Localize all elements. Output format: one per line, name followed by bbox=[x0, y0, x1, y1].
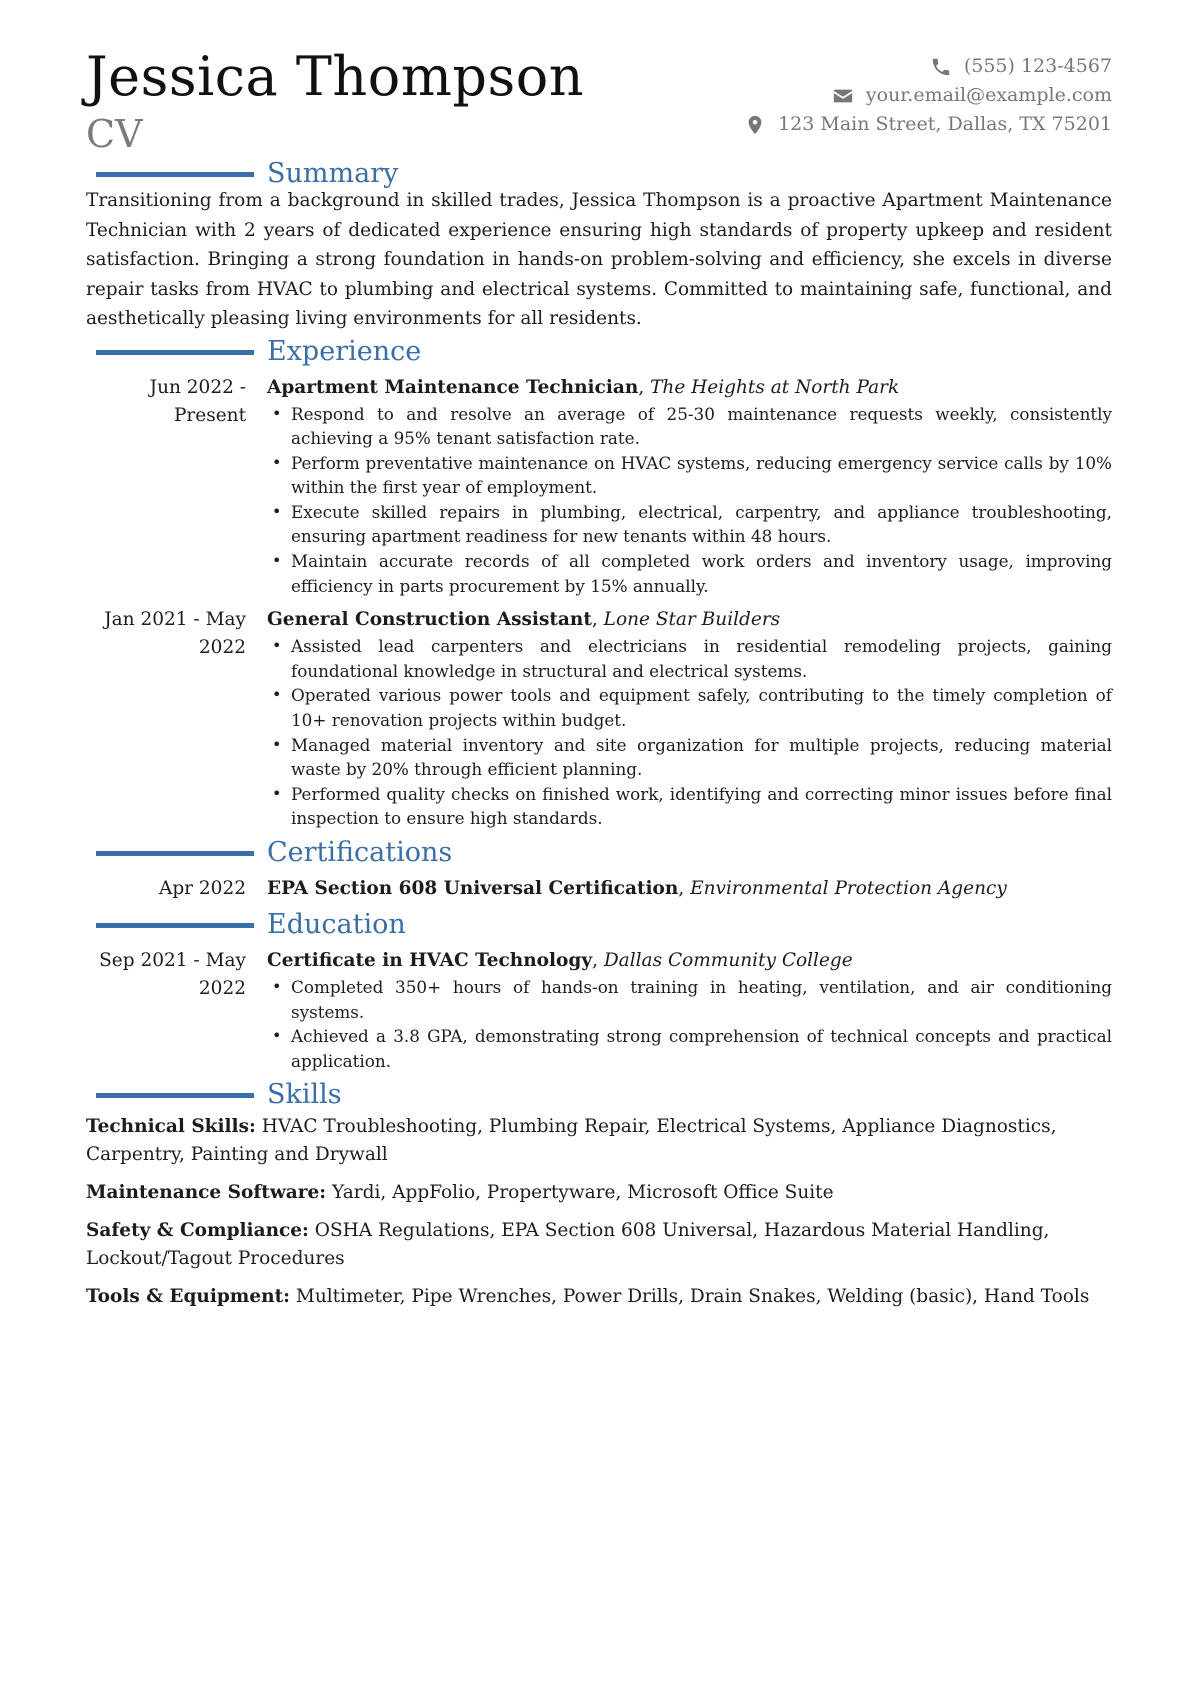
document-subtitle: CV bbox=[86, 112, 143, 156]
candidate-name: Jessica Thompson bbox=[86, 45, 584, 108]
skill-value: Multimeter, Pipe Wrenches, Power Drills, Drain Snakes, Welding (basic), Hand Tools bbox=[295, 1286, 1090, 1308]
resume-page bbox=[86, 44, 1112, 1321]
contact-address bbox=[744, 110, 1112, 139]
entry-date: Jun 2022 - Present bbox=[149, 376, 246, 426]
resume-header bbox=[86, 44, 1112, 156]
skill-label: Tools & Equipment: bbox=[86, 1286, 290, 1308]
entry-body bbox=[267, 374, 1112, 599]
skill-value: HVAC Troubleshooting, Plumbing Repair, Electrical Systems, Appliance Diagnostics, Carpentry, Painting and Drywall bbox=[86, 1116, 1057, 1166]
bullet-item: • Operated various power tools and equipment safely, contributing to the timely completion of 10+ renovation projects within budget. bbox=[291, 683, 1112, 732]
phone-icon bbox=[930, 56, 952, 78]
experience-entry bbox=[86, 606, 1112, 831]
entry-body bbox=[267, 947, 1112, 1073]
section-heading bbox=[86, 1079, 1112, 1113]
phone-text[interactable]: (555) 123-4567 bbox=[963, 55, 1112, 77]
skills-section bbox=[86, 1079, 1112, 1311]
entry-org: Environmental Protection Agency bbox=[690, 878, 1007, 899]
entry-bullets bbox=[267, 975, 1112, 1073]
entry-body bbox=[267, 875, 1112, 903]
entry-body bbox=[267, 606, 1112, 831]
skill-row bbox=[86, 1179, 1112, 1207]
entry-bullets bbox=[267, 402, 1112, 599]
bullet-item: • Perform preventative maintenance on HVAC systems, reducing emergency service calls by 10% within the first year of employment. bbox=[291, 451, 1112, 500]
entry-org: Dallas Community College bbox=[603, 950, 853, 971]
entry-title-line: General Construction Assistant, Lone Star Builders bbox=[267, 609, 781, 631]
bullet-item: • Completed 350+ hours of hands-on training in heating, ventilation, and air conditioning systems. bbox=[291, 975, 1112, 1024]
bullet-item: • Execute skilled repairs in plumbing, electrical, carpentry, and appliance troubleshooting, ensuring apartment readiness for new tenants within 48 hours. bbox=[291, 500, 1112, 549]
skill-row bbox=[86, 1113, 1112, 1169]
summary-text: Transitioning from a background in skilled trades, Jessica Thompson is a proactive Apartment Maintenance Technician with 2 years of dedicated experience ensuring high standards of property upkeep and resident satisfaction. Bringing a strong foundation in hands-on problem-solving and efficiency, she excels in diverse repair tasks from HVAC to plumbing and electrical systems. Committed to maintaining safe, functional, and aesthetically pleasing living environments for all residents. bbox=[86, 190, 1112, 329]
contact-phone bbox=[744, 52, 1112, 81]
bullet-item: • Performed quality checks on finished work, identifying and correcting minor issues before final inspection to ensure high standards. bbox=[291, 782, 1112, 831]
section-heading bbox=[86, 837, 1112, 871]
skill-label: Maintenance Software: bbox=[86, 1182, 327, 1204]
entry-org: The Heights at North Park bbox=[650, 376, 900, 398]
bullet-item: • Managed material inventory and site organization for multiple projects, reducing material waste by 20% through efficient planning. bbox=[291, 733, 1112, 782]
envelope-icon bbox=[832, 85, 854, 107]
entry-title: Certificate in HVAC Technology bbox=[267, 950, 593, 971]
section-rule bbox=[96, 851, 254, 856]
section-heading bbox=[86, 909, 1112, 943]
certifications-section bbox=[86, 837, 1112, 903]
certification-entry bbox=[86, 875, 1112, 903]
contact-email bbox=[744, 81, 1112, 110]
section-title: Experience bbox=[267, 335, 422, 367]
entry-bullets bbox=[267, 634, 1112, 831]
entry-date: Apr 2022 bbox=[158, 878, 246, 899]
section-title: Summary bbox=[267, 158, 399, 189]
map-pin-icon bbox=[744, 114, 766, 136]
education-entry bbox=[86, 947, 1112, 1073]
section-title: Education bbox=[267, 909, 406, 940]
bullet-item: • Achieved a 3.8 GPA, demonstrating strong comprehension of technical concepts and practical application. bbox=[291, 1024, 1112, 1073]
entry-title: EPA Section 608 Universal Certification bbox=[267, 878, 679, 899]
summary-section bbox=[86, 158, 1112, 334]
entry-title: Apartment Maintenance Technician bbox=[267, 376, 639, 398]
section-title: Skills bbox=[267, 1079, 342, 1111]
skill-label: Technical Skills: bbox=[86, 1116, 256, 1138]
bullet-item: • Respond to and resolve an average of 25-30 maintenance requests weekly, consistently achieving a 95% tenant satisfaction rate. bbox=[291, 402, 1112, 451]
entry-title: General Construction Assistant bbox=[267, 609, 592, 631]
education-section bbox=[86, 909, 1112, 1073]
experience-section bbox=[86, 336, 1112, 832]
section-title: Certifications bbox=[267, 837, 453, 868]
bullet-item: • Maintain accurate records of all completed work orders and inventory usage, improving efficiency in parts procurement by 15% annually. bbox=[291, 549, 1112, 598]
section-rule bbox=[96, 923, 254, 928]
email-text[interactable]: your.email@example.com bbox=[865, 84, 1112, 106]
skill-label: Safety & Compliance: bbox=[86, 1220, 309, 1242]
bullet-item: • Assisted lead carpenters and electricians in residential remodeling projects, gaining foundational knowledge in structural and electrical systems. bbox=[291, 634, 1112, 683]
experience-entry bbox=[86, 374, 1112, 599]
section-rule bbox=[96, 350, 254, 355]
skill-row bbox=[86, 1283, 1112, 1311]
entry-date: Jan 2021 - May 2022 bbox=[104, 609, 246, 659]
skill-value: Yardi, AppFolio, Propertyware, Microsoft Office Suite bbox=[331, 1182, 834, 1204]
entry-title-line: Apartment Maintenance Technician, The Heights at North Park bbox=[267, 376, 900, 398]
entry-title-line: EPA Section 608 Universal Certification, Environmental Protection Agency bbox=[267, 878, 1007, 899]
section-rule bbox=[96, 172, 254, 177]
entry-org: Lone Star Builders bbox=[603, 609, 781, 631]
entry-title-line: Certificate in HVAC Technology, Dallas Community College bbox=[267, 950, 853, 971]
section-heading bbox=[86, 158, 1112, 192]
entry-date: Sep 2021 - May 2022 bbox=[99, 950, 246, 999]
contact-block bbox=[744, 52, 1112, 139]
section-heading bbox=[86, 336, 1112, 370]
section-rule bbox=[96, 1093, 254, 1098]
skill-value: OSHA Regulations, EPA Section 608 Universal, Hazardous Material Handling, Lockout/Tagout Procedures bbox=[86, 1220, 1050, 1270]
address-text: 123 Main Street, Dallas, TX 75201 bbox=[778, 113, 1112, 135]
skill-row bbox=[86, 1217, 1112, 1273]
